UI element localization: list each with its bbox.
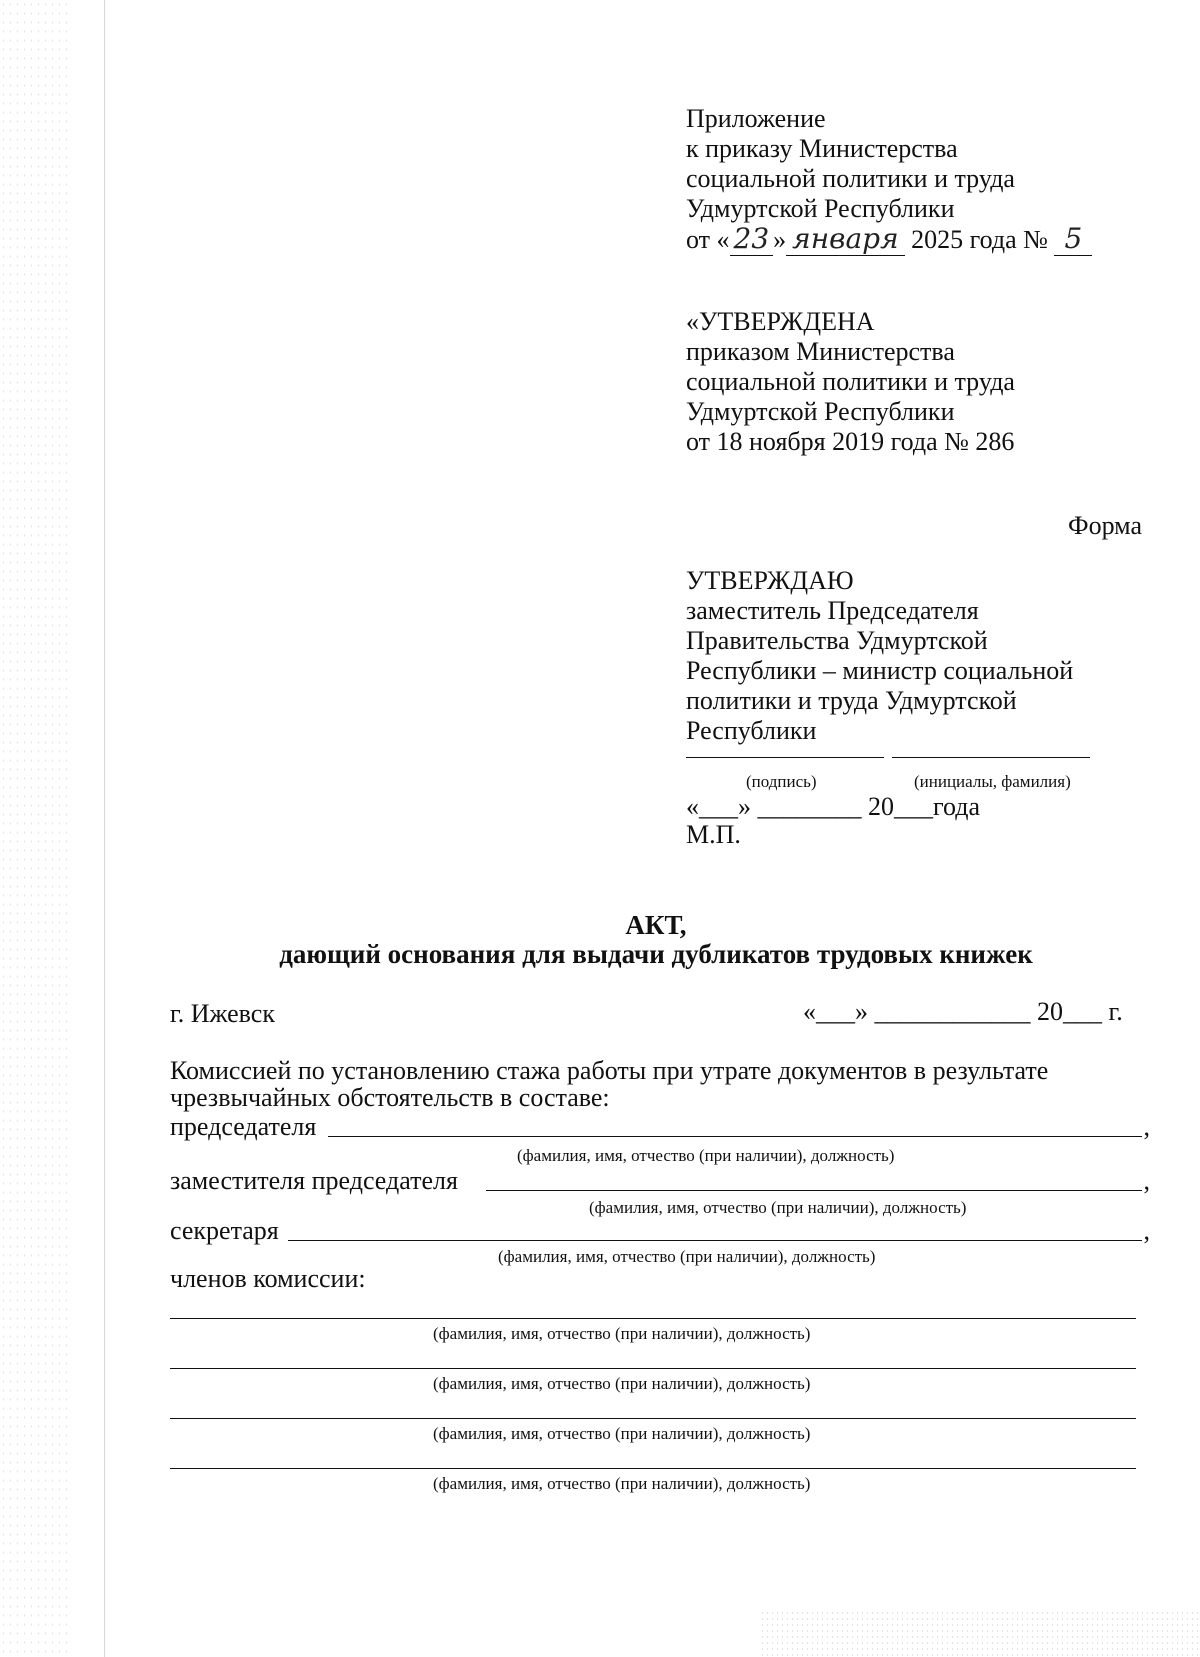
appendix-day-handwritten: 23 [730, 222, 774, 256]
confirm-line: политики и труда Удмуртской [686, 686, 1017, 715]
appendix-year-text: 2025 года № [911, 225, 1048, 254]
stamp-place: М.П. [686, 820, 741, 849]
approved-line: социальной политики и труда [686, 367, 1015, 396]
confirm-block [686, 566, 1073, 746]
deputy-line [486, 1190, 1142, 1191]
secretary-row [170, 1216, 1150, 1246]
appendix-line: Удмуртской Республики [686, 194, 955, 223]
act-city: г. Ижевск [170, 999, 275, 1028]
act-intro: Комиссией по установлению стажа работы при утрате документов в результате чрезвычайных обстоятельств в составе: [170, 1056, 1049, 1112]
appendix-date-prefix: от « [686, 225, 730, 254]
scan-edge-line [104, 0, 105, 1657]
appendix-line: Приложение [686, 104, 826, 133]
confirm-line: Правительства Удмуртской [686, 626, 988, 655]
form-label: Форма [1068, 511, 1142, 540]
confirm-date-line: «___» ________ 20___года [686, 792, 981, 821]
appendix-line: социальной политики и труда [686, 164, 1015, 193]
appendix-date-line [686, 224, 1092, 255]
secretary-label: секретаря [170, 1216, 279, 1245]
chairman-row [170, 1112, 1150, 1142]
confirm-line: УТВЕРЖДАЮ [686, 566, 854, 595]
appendix-block [686, 104, 1092, 255]
members-label: членов комиссии: [170, 1264, 366, 1293]
secretary-caption: (фамилия, имя, отчество (при наличии), должность) [498, 1247, 876, 1266]
member-line [170, 1368, 1136, 1369]
act-subtitle: дающий основания для выдачи дубликатов трудовых книжек [279, 939, 1033, 969]
signature-caption: (подпись) [746, 772, 817, 791]
approved-line: приказом Министерства [686, 337, 955, 366]
signature-line [686, 757, 884, 758]
initials-line [892, 757, 1090, 758]
approved-block [686, 307, 1015, 457]
member-line [170, 1418, 1136, 1419]
chairman-label: председателя [170, 1112, 317, 1141]
approved-line: Удмуртской Республики [686, 397, 955, 426]
secretary-comma: , [1143, 1216, 1150, 1245]
member-caption: (фамилия, имя, отчество (при наличии), должность) [433, 1374, 811, 1393]
member-line [170, 1468, 1136, 1469]
member-line [170, 1318, 1136, 1319]
deputy-comma: , [1143, 1166, 1150, 1195]
chairman-line [328, 1136, 1142, 1137]
deputy-label: заместителя председателя [170, 1166, 458, 1195]
appendix-number-handwritten: 5 [1054, 222, 1092, 256]
confirm-line: Республики – министр социальной [686, 656, 1074, 685]
secretary-line [288, 1240, 1142, 1241]
chairman-caption: (фамилия, имя, отчество (при наличии), должность) [517, 1146, 895, 1165]
scan-edge-noise [0, 0, 70, 1657]
deputy-caption: (фамилия, имя, отчество (при наличии), должность) [589, 1198, 967, 1217]
appendix-line: к приказу Министерства [686, 134, 958, 163]
act-date-line: «___» ____________ 20___ г. [803, 997, 1123, 1026]
initials-caption: (инициалы, фамилия) [914, 772, 1071, 791]
deputy-row [170, 1166, 1150, 1196]
appendix-month-handwritten: января [786, 222, 904, 256]
quote-close: » [773, 225, 787, 254]
member-caption: (фамилия, имя, отчество (при наличии), должность) [433, 1424, 811, 1443]
approved-line: от 18 ноября 2019 года № 286 [686, 427, 1015, 456]
scan-bottom-noise [760, 1610, 1200, 1657]
confirm-line: заместитель Председателя [686, 596, 979, 625]
act-title: АКТ, [625, 910, 687, 940]
signature-lines [686, 757, 1090, 761]
chairman-comma: , [1143, 1112, 1150, 1141]
approved-line: «УТВЕРЖДЕНА [686, 307, 875, 336]
member-caption: (фамилия, имя, отчество (при наличии), должность) [433, 1474, 811, 1493]
member-caption: (фамилия, имя, отчество (при наличии), должность) [433, 1324, 811, 1343]
confirm-line: Республики [686, 716, 817, 745]
